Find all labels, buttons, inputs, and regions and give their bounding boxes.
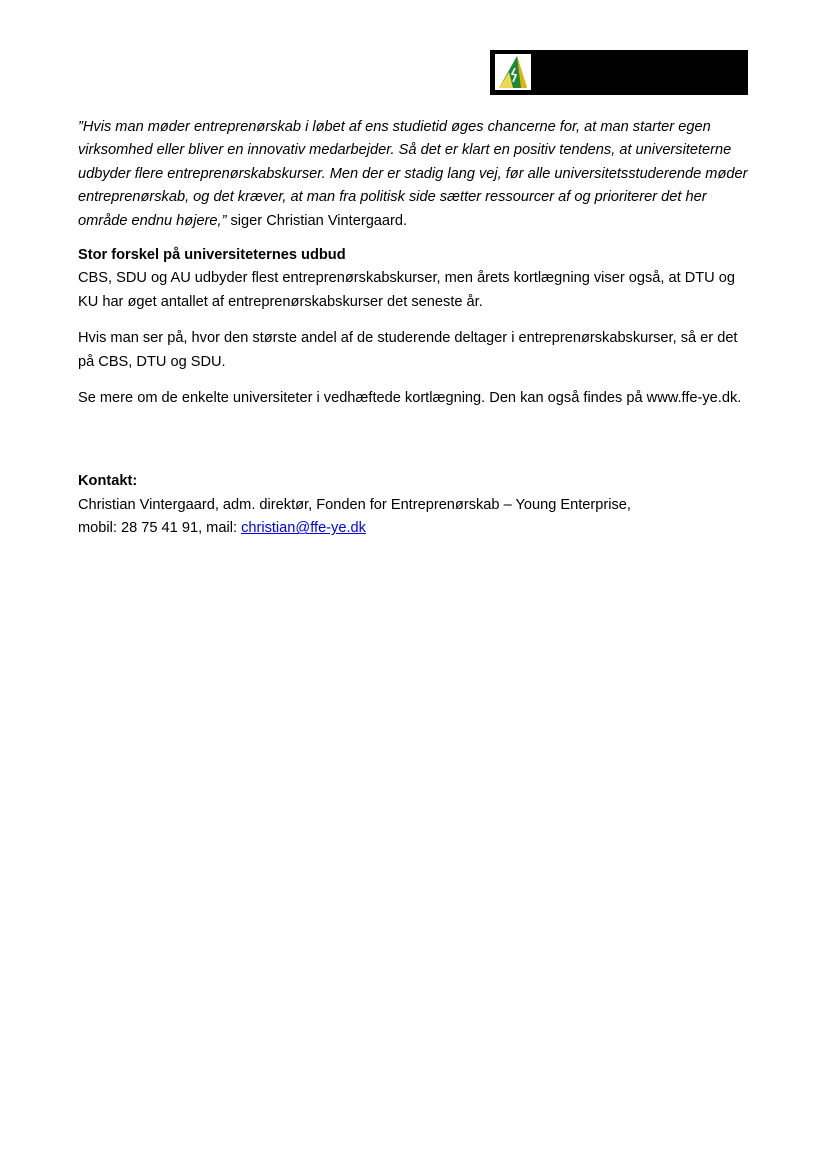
section-paragraph-1-text: CBS, SDU og AU udbyder flest entreprenørskabskurser, men årets kortlægning viser også, at DTU og KU har øget antallet af entreprenørskabskurser det seneste år. (78, 270, 736, 310)
email-link[interactable]: christian@ffe-ye.dk (241, 520, 366, 537)
young-enterprise-logo-icon (495, 54, 531, 90)
contact-line-2 (78, 517, 748, 540)
quote-attribution: siger Christian Vintergaard. (226, 212, 408, 229)
quote-paragraph (78, 116, 748, 233)
quote-text: ”Hvis man møder entreprenørskab i løbet af ens studietid øges chancerne for, at man starter egen virksomhed eller bliver en innovativ medarbejder. Så det er klart en positiv tendens, at universiteterne udbyder flere entreprenørskabskurser. Men der er stadig lang vej, før alle universitetsstuderende møder entreprenørskab, og det kræver, at man fra politisk side sætter ressourcer af og prioriterer det her område endnu højere,” (78, 119, 748, 229)
section-paragraph-1 (78, 244, 748, 314)
contact-line-1: Christian Vintergaard, adm. direktør, Fonden for Entreprenørskab – Young Enterprise, (78, 496, 631, 513)
contact-heading: Kontakt: (78, 473, 138, 490)
section-paragraph-3: Se mere om de enkelte universiteter i vedhæftede kortlægning. Den kan også findes på www.ffe-ye.dk. (78, 390, 742, 407)
header-logo-bar (490, 50, 748, 95)
contact-phone-text: mobil: 28 75 41 91, mail: (78, 520, 242, 537)
section-heading: Stor forskel på universiteternes udbud (78, 247, 346, 264)
document-body (78, 116, 748, 541)
section-paragraph-2: Hvis man ser på, hvor den største andel af de studerende deltager i entreprenørskabskurser, så er det på CBS, DTU og SDU. (78, 330, 738, 370)
contact-block (78, 470, 748, 540)
